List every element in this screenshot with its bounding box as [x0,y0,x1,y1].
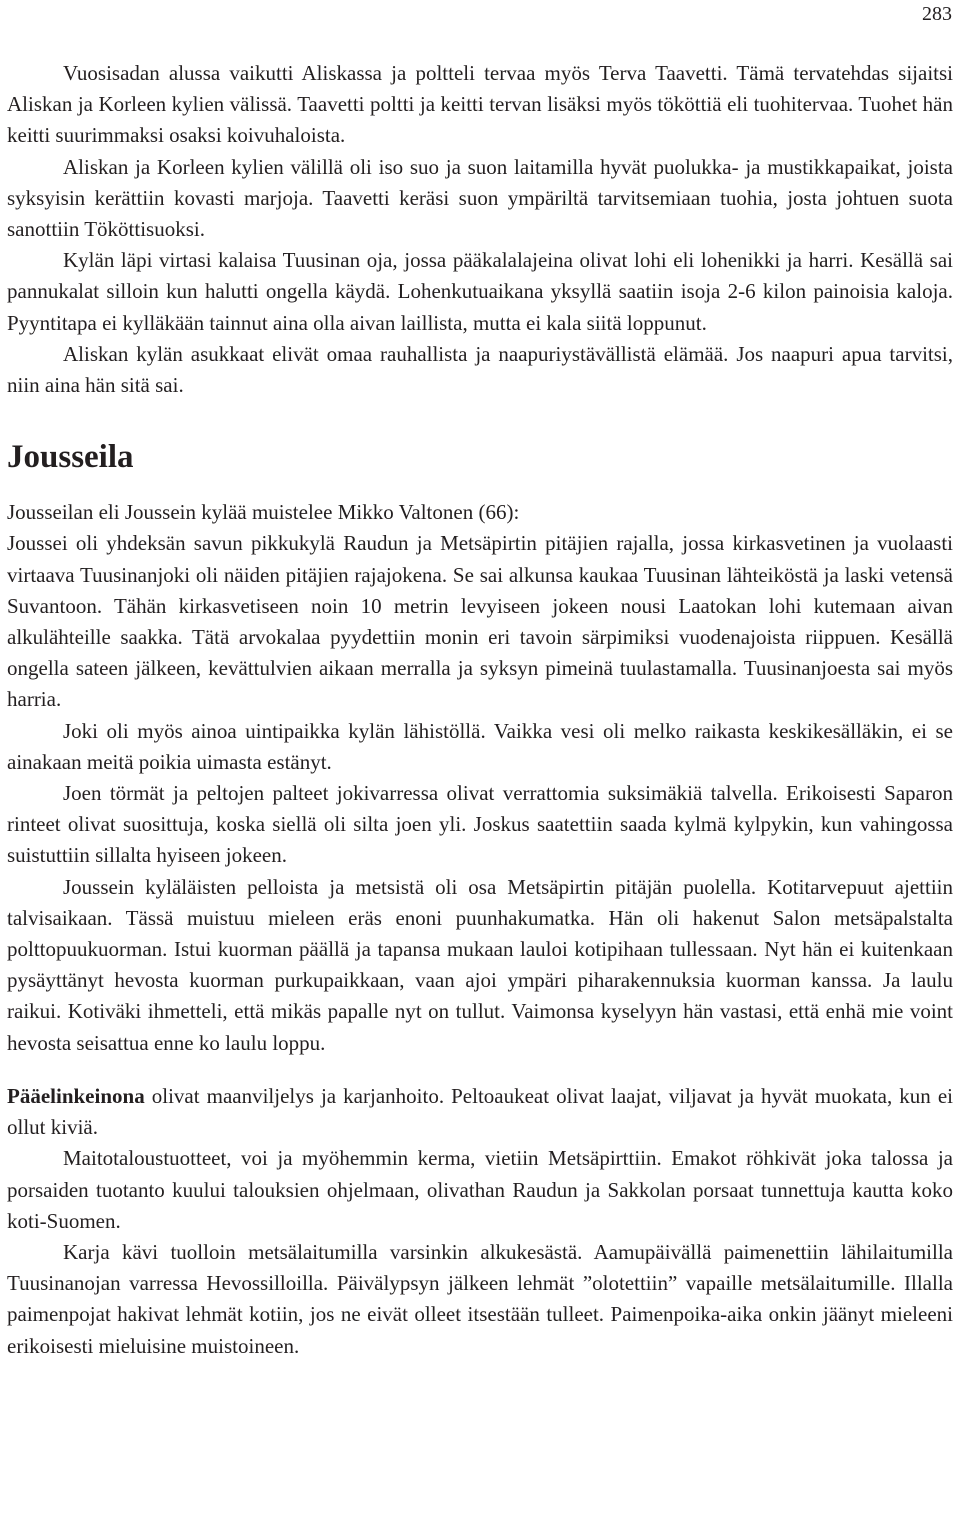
paragraph-gap [7,1059,953,1081]
intro-paragraph-1: Vuosisadan alussa vaikutti Aliskassa ja poltteli tervaa myös Terva Taavetti. Tämä tervatehdas sijaitsi Aliskan ja Korleen kylien välissä. Taavetti poltti ja keitti tervan lisäksi myös tököttiä eli tuohitervaa. Tuohet hän keitti suurimmaksi osaksi koivuhaloista. [7,61,953,148]
page-number: 283 [922,3,952,25]
livelihood-lead-rest: olivat maanviljelys ja karjanhoito. Peltoaukeat olivat laajat, viljavat ja hyvät muokata, kun ei ollut kiviä. [7,1083,953,1140]
section-heading: Jousseila [7,439,134,476]
livelihood-paragraph-3: Karja kävi tuolloin metsälaitumilla varsinkin alkukesästä. Aamupäivällä paimenettiin lähilaitumilla Tuusinanojan varressa Hevossilloilla. Päivälypsyn jälkeen lehmät ”olotettiin” vapaille metsälaitumille. Illalla paimenpojat hakivat lehmät kotiin, jos ne eivät olleet itsestään tulleet. Paimenpoika-aika onkin jäänyt mieleeni erikoisesti mieluisine muistoineen. [7,1239,953,1358]
intro-paragraph-4: Aliskan kylän asukkaat elivät omaa rauhallista ja naapuriystävällistä elämää. Jos naapuri apua tarvitsi, niin aina hän sitä sai. [7,341,953,398]
section-paragraph-1: Joussei oli yhdeksän savun pikkukylä Raudun ja Metsäpirtin pitäjien rajalla, jossa kirkasvetinen ja vuolaasti virtaava Tuusinanjoki oli näiden pitäjien rajajokena. Se sai alkunsa kaukaa Tuusinan lähteiköstä ja laski vetensä Suvantoon. Tähän kirkasvetiseen noin 10 metrin levyiseen jokeen nousi Laatokan lohi kutemaan aivan alkulähteille saakka. Tätä arvokalaa pyydettiin monin eri tavoin särpimiksi vuodenajoista riippuen. Kesällä ongella sateen jälkeen, kevättulvien aikaan merralla ja syksyn pimeinä tuulastamalla. Tuusinanjoesta sai myös harria. [7,531,953,712]
livelihood-paragraph-2: Maitotaloustuotteet, voi ja myöhemmin kerma, vietiin Metsäpirttiin. Emakot röhkivät joka talossa ja porsaiden tuotanto kuului talouksien ohjelmaan, olivathan Raudun ja Sakkolan porsaat tunnettuja kautta koko koti-Suomen. [7,1146,953,1233]
page-body [7,58,953,1362]
section-paragraph-2: Joki oli myös ainoa uintipaikka kylän lähistöllä. Vaikka vesi oli melko raikasta keskikesälläkin, ei se ainakaan meitä poikia uimasta estänyt. [7,718,953,774]
livelihood-paragraph [7,1081,953,1143]
livelihood-lead: Pääelinkeinona [7,1083,145,1108]
section-lead-line: Jousseilan eli Joussein kylää muistelee Mikko Valtonen (66): [7,500,520,525]
section-paragraph-3: Joen törmät ja peltojen palteet jokivarressa olivat verrattomia suksimäkiä talvella. Erikoisesti Saparon rinteet olivat suosittuja, koska siellä oli silta joen yli. Joskus saatettiin saada kylmä kylpykin, kun vahingossa suistuttiin sillalta hyiseen jokeen. [7,781,953,868]
intro-paragraph-3: Kylän läpi virtasi kalaisa Tuusinan oja, jossa pääkalalajeina olivat lohi eli lohenikki ja harri. Kesällä sai pannukalat silloin kun halutti ongella käydä. Lohenkutuaikana yksyllä saatiin isoja 2-6 kilon painoisia kaloja. Pyyntitapa ei kylläkään tainnut aina olla aivan laillista, mutta ei kala siitä loppunut. [7,248,953,335]
section-paragraph-4: Joussein kyläläisten pelloista ja metsistä oli osa Metsäpirtin pitäjän puolella. Kotitarvepuut ajettiin talvisaikaan. Tässä muistuu mieleen eräs enoni puunhakumatka. Hän oli hakenut Salon metsäpalstalta polttopuukuorman. Istui kuorman päällä ja tapansa mukaan lauloi kotipihaan tullessaan. Nyt hän ei kuitenkaan pysäyttänyt hevosta kuorman purkupaikkaan, vaan ajoi ympäri piharakennuksia kuorman kanssa. Ja laulu raikui. Kotiväki ihmetteli, että mikäs papalle nyt on tullut. Vaimonsa kyselyyn hän vastasi, että enhä mie voint hevosta seisattua enne ko laulu loppu. [7,874,953,1055]
intro-paragraph-2: Aliskan ja Korleen kylien välillä oli iso suo ja suon laitamilla hyvät puolukka- ja mustikkapaikat, joista syksyisin kerättiin kovasti marjoja. Taavetti keräsi suon ympäriltä tarvitsemiaan tuohia, josta johtuen suota sanottiin Tököttisuoksi. [7,154,953,242]
